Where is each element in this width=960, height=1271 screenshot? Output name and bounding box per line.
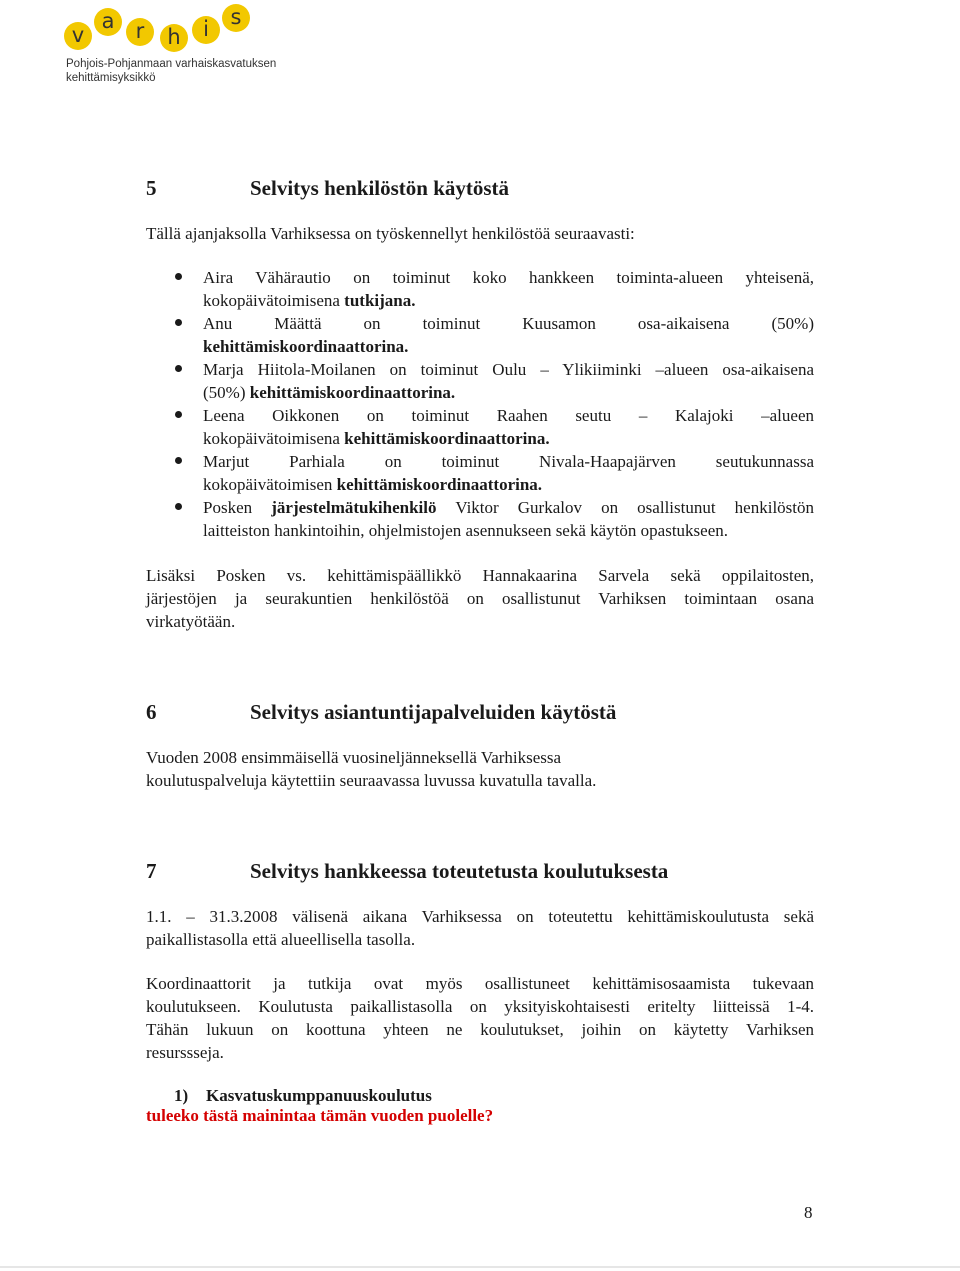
list-item: Aira Vähärautio on toiminut koko hankkeen toiminta-alueen yhteisenä, kokopäivätoimisena tutkijana.: [146, 266, 814, 312]
page-number: 8: [804, 1203, 813, 1222]
logo-dot-a: a: [94, 8, 122, 36]
page-bottom-divider: [0, 1266, 960, 1268]
bullet-icon: [175, 273, 182, 280]
logo-dot-s: s: [222, 4, 250, 32]
bullet-icon: [175, 503, 182, 510]
logo-dot-h: h: [160, 24, 188, 52]
editor-note: tuleeko tästä mainintaa tämän vuoden puolelle?: [146, 1106, 494, 1125]
bullet-icon: [175, 365, 182, 372]
list-item: Leena Oikkonen on toiminut Raahen seutu – Kalajoki –alueen kokopäivätoimisena kehittämiskoordinaattorina.: [146, 404, 814, 450]
section-6-paragraph: Vuoden 2008 ensimmäisellä vuosineljänneksellä Varhiksessa koulutuspalveluja käytettiin seuraavassa luvussa kuvatulla tavalla.: [146, 748, 597, 790]
logo-dot-v: v: [64, 22, 92, 50]
list-item: Marjut Parhiala on toiminut Nivala-Haapajärven seutukunnassa kokopäivätoimisen kehittämiskoordinaattorina.: [146, 450, 814, 496]
section-7-paragraph-1: 1.1. – 31.3.2008 välisenä aikana Varhiksessa on toteutettu kehittämiskoulutusta sekä paikallistasolla että alueellisella tasolla.: [146, 907, 814, 949]
section-6-title: Selvitys asiantuntijapalveluiden käytöstä: [250, 700, 617, 724]
varhis-logo: [62, 2, 322, 90]
logo-dot-r: r: [126, 18, 154, 46]
section-5-intro: [146, 222, 814, 245]
section-7-number: 7: [146, 859, 157, 883]
subsection-number: 1): [174, 1086, 189, 1105]
section-7-title: Selvitys hankkeessa toteutetusta koulutuksesta: [250, 859, 669, 883]
section-5-title: Selvitys henkilöstön käytöstä: [250, 176, 510, 200]
staff-list: [146, 266, 814, 542]
section-5-extra-paragraph: Lisäksi Posken vs. kehittämispäällikkö Hannakaarina Sarvela sekä oppilaitosten, järjestöjen ja seurakuntien henkilöstöä on osallistunut Varhiksen toimintaan osana virkatyötään.: [146, 566, 814, 631]
section-5-intro-text: Tällä ajanjaksolla Varhiksessa on työskennellyt henkilöstöä seuraavasti:: [146, 224, 635, 243]
section-7-paragraph-2: Koordinaattorit ja tutkija ovat myös osallistuneet kehittämisosaamista tukevaan koulutukseen. Koulutusta paikallistasolla on yksityiskohtaisesti eritelty liitteissä 1-4. Tähän lukuun on koottuna yhteen ne koulutukset, joihin on käytetty Varhiksen resurssseja.: [146, 974, 814, 1062]
logo-tagline-2: kehittämisyksikkö: [66, 72, 156, 84]
bullet-icon: [175, 319, 182, 326]
subsection-title: Kasvatuskumppanuuskoulutus: [206, 1086, 432, 1105]
logo-tagline-1: Pohjois-Pohjanmaan varhaiskasvatuksen: [66, 58, 277, 70]
bullet-icon: [175, 457, 182, 464]
bullet-icon: [175, 411, 182, 418]
list-item: Posken järjestelmätukihenkilö Viktor Gurkalov on osallistunut henkilöstön laitteiston hankintoihin, ohjelmistojen asennukseen sekä käytön opastukseen.: [146, 496, 814, 542]
logo-dot-i: i: [192, 16, 220, 44]
section-5-number: 5: [146, 176, 157, 200]
list-item: Anu Määttä on toiminut Kuusamon osa-aikaisena (50%) kehittämiskoordinaattorina.: [146, 312, 814, 358]
list-item: Marja Hiitola-Moilanen on toiminut Oulu – Ylikiiminki –alueen osa-aikaisena (50%) kehittämiskoordinaattorina.: [146, 358, 814, 404]
section-6-number: 6: [146, 700, 157, 724]
